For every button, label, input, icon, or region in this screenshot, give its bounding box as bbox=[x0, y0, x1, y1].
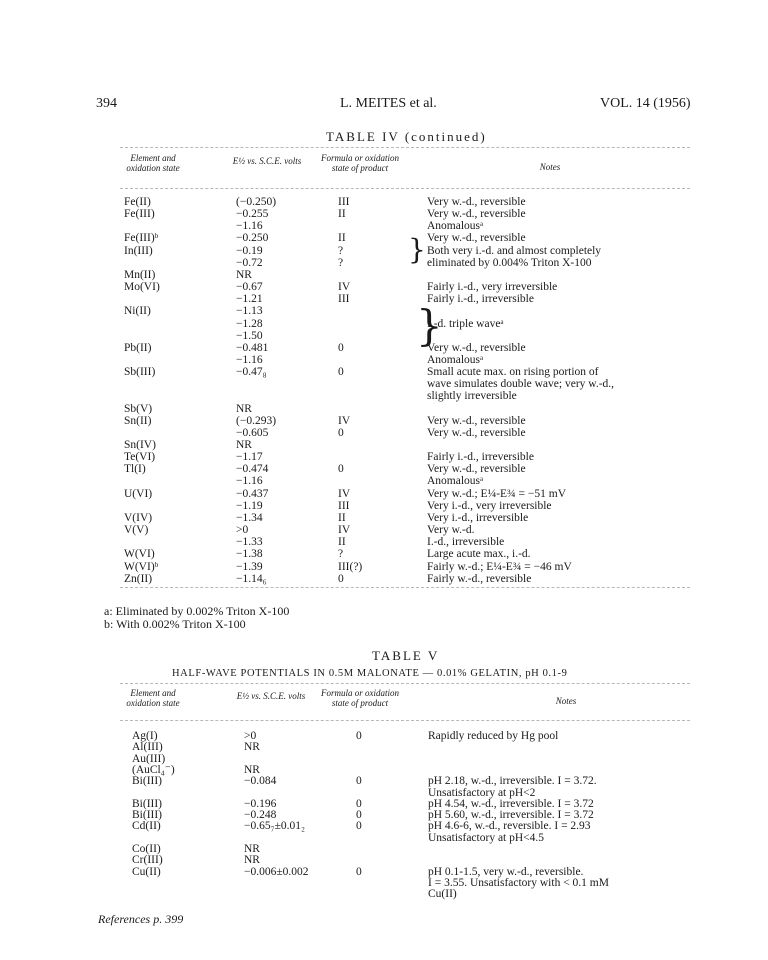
table5-cell-element: Au(III) bbox=[132, 752, 166, 765]
table4-cell-element: U(VI) bbox=[124, 487, 153, 500]
table5-cell-notes: pH 4.54, w.-d., irreversible. I = 3.72 bbox=[428, 797, 594, 810]
table4-cell-product: III bbox=[338, 196, 350, 208]
table4-cell-notes: Very i.-d., irreversible bbox=[427, 511, 529, 524]
table4-cell-product: 0 bbox=[338, 426, 344, 439]
table4-cell-element: Sn(IV) bbox=[124, 439, 156, 451]
table4-cell-element: Te(VI) bbox=[124, 451, 156, 464]
table4-cell-element: Zn(II) bbox=[124, 572, 153, 585]
table4-cell-notes: Fairly i.-d., irreversible bbox=[427, 293, 534, 306]
table4-cell-notes: Anomalousᵃ bbox=[427, 353, 484, 366]
table4-cell-notes: I.-d., irreversible bbox=[427, 536, 505, 549]
table4-cell-e: −1.33 bbox=[236, 536, 263, 549]
table5-cell-product: 0 bbox=[356, 809, 362, 822]
table4-cell-product: IV bbox=[338, 487, 351, 500]
table5-subcaption: HALF-WAVE POTENTIALS IN 0.5M MALONATE — 0.01% GELATIN, pH 0.1-9 bbox=[172, 668, 568, 679]
table4-cell-e: −1.16 bbox=[236, 220, 263, 233]
table4-cell-product: ? bbox=[338, 256, 344, 269]
table4-cell-product: III bbox=[338, 293, 350, 306]
table4-cell-notes: Very w.-d., reversible bbox=[427, 463, 526, 476]
table4-cell-notes: Both very i.-d. and almost completely bbox=[427, 244, 602, 257]
table4-col-e-half: E½ vs. S.C.E. volts bbox=[232, 156, 302, 166]
table5-cell-element: Bi(III) bbox=[132, 775, 163, 788]
table4-cell-e: >0 bbox=[236, 524, 249, 537]
table4-cell-e: −0.437 bbox=[236, 487, 269, 500]
table5-caption: TABLE V bbox=[372, 648, 440, 663]
table4-cell-e: −0.19 bbox=[236, 244, 263, 257]
table4-cell-product: III(?) bbox=[338, 560, 363, 573]
table5-cell-notes: Cu(II) bbox=[428, 888, 457, 901]
table4-cell-e: −1.21 bbox=[236, 293, 263, 306]
table5-cell-e: −0.006±0.002 bbox=[244, 865, 309, 878]
table4-header-rule bbox=[120, 188, 690, 189]
table5-cell-product: 0 bbox=[356, 730, 362, 742]
table4-cell-e: (−0.293) bbox=[236, 414, 277, 427]
table4-cell-element: In(III) bbox=[124, 244, 153, 257]
table4-cell-product: IV bbox=[338, 524, 351, 537]
table4-cell-element: Fe(II) bbox=[124, 196, 151, 208]
table5-col-e-half: E½ vs. S.C.E. volts bbox=[236, 691, 306, 701]
table4-cell-e: −1.38 bbox=[236, 548, 263, 561]
table4-cell-element: V(V) bbox=[124, 524, 149, 537]
table4-cell-element: Mo(VI) bbox=[124, 281, 160, 294]
table4-cell-e: −1.50 bbox=[236, 329, 263, 342]
table4-cell-product: IV bbox=[338, 414, 351, 427]
table5-cell-notes: pH 4.6-6, w.-d., reversible. I = 2.93 bbox=[428, 820, 591, 833]
table4-cell-element: Ni(II) bbox=[124, 305, 151, 318]
table5-cell-e: NR bbox=[244, 763, 260, 776]
table4-cell-e: −0.481 bbox=[236, 341, 269, 354]
table5-col-notes: Notes bbox=[555, 696, 577, 706]
table5-top-rule bbox=[120, 683, 690, 684]
table4-cell-e: −0.47₈ bbox=[236, 366, 267, 379]
table4-cell-element: Fe(III)ᵇ bbox=[124, 232, 159, 245]
table4-cell-notes: Very w.-d., reversible bbox=[427, 414, 526, 427]
table4-cell-notes: Fairly i.-d., very irreversible bbox=[427, 281, 558, 294]
table4-cell-product: III bbox=[338, 499, 350, 512]
table4-cell-notes: Fairly w.-d.; E¼-E¾ = −46 mV bbox=[427, 560, 572, 573]
table5-cell-e: −0.196 bbox=[244, 797, 277, 810]
table4-cell-e: −0.605 bbox=[236, 426, 269, 439]
table4-cell-e: −1.14₆ bbox=[236, 572, 267, 585]
table4-cell-element: W(VI)ᵇ bbox=[124, 560, 159, 573]
table4-cell-notes: Very w.-d., reversible bbox=[427, 341, 526, 354]
table4-cell-e: −0.67 bbox=[236, 281, 263, 294]
footnote-b: b: With 0.002% Triton X-100 bbox=[104, 617, 246, 631]
table5-col-element: Element and oxidation state bbox=[126, 688, 180, 708]
table4-cell-product: 0 bbox=[338, 463, 344, 476]
table4-cell-product: II bbox=[338, 208, 346, 221]
table4-cell-notes: I.-d. triple waveᵃ bbox=[427, 317, 504, 330]
table5-cell-product: 0 bbox=[356, 865, 362, 878]
table5-cell-element: Cu(II) bbox=[132, 865, 161, 878]
table5-cell-e: −0.084 bbox=[244, 775, 277, 788]
table4-cell-notes: eliminated by 0.004% Triton X-100 bbox=[427, 256, 592, 269]
table5-cell-element: Cr(III) bbox=[132, 854, 163, 867]
table4-cell-notes: Anomalousᵃ bbox=[427, 475, 484, 488]
table4-cell-notes: Large acute max., i.-d. bbox=[427, 548, 531, 561]
table5-col-product: Formula or oxidation state of product bbox=[321, 688, 399, 708]
table5-cell-e: NR bbox=[244, 843, 260, 855]
table4-cell-product: II bbox=[338, 511, 346, 524]
table5-cell-notes: pH 5.60, w.-d., irreversible. I = 3.72 bbox=[428, 809, 594, 822]
table4-cell-e: NR bbox=[236, 268, 252, 281]
table4-cell-notes: Very w.-d., reversible bbox=[427, 426, 526, 439]
table5-cell-e: −0.65₇±0.01₂ bbox=[244, 820, 306, 833]
table4-cell-e: −1.19 bbox=[236, 499, 263, 512]
volume-label: VOL. 14 (1956) bbox=[600, 96, 691, 111]
table4-cell-notes: Very w.-d., reversible bbox=[427, 232, 526, 245]
table5-cell-notes: Unsatisfactory at pH<4.5 bbox=[428, 831, 545, 844]
table4-cell-e: −0.474 bbox=[236, 463, 269, 476]
table4-cell-element: Sb(III) bbox=[124, 366, 156, 379]
table4-cell-e: −1.34 bbox=[236, 511, 263, 524]
table4-cell-product: ? bbox=[338, 548, 344, 561]
table4-cell-e: NR bbox=[236, 402, 252, 415]
table4-cell-notes: Anomalousᵃ bbox=[427, 220, 484, 233]
table4-cell-element: Tl(I) bbox=[124, 463, 146, 476]
table4-cell-element: Pb(II) bbox=[124, 341, 152, 354]
table4-caption: TABLE IV (continued) bbox=[326, 129, 487, 144]
table5-cell-notes: I = 3.55. Unsatisfactory with < 0.1 mM bbox=[428, 876, 609, 889]
table4-cell-e: (−0.250) bbox=[236, 196, 277, 208]
table4-top-rule bbox=[120, 147, 690, 148]
table5-cell-element: Ag(I) bbox=[132, 730, 158, 742]
table4-cell-product: II bbox=[338, 232, 346, 245]
table4-cell-element: Fe(III) bbox=[124, 208, 155, 221]
table4-col-product: Formula or oxidation state of product bbox=[321, 153, 399, 173]
table4-cell-e: −0.72 bbox=[236, 256, 263, 269]
table4-cell-product: ? bbox=[338, 244, 344, 257]
table5-cell-e: −0.248 bbox=[244, 809, 277, 822]
table4-cell-element: Sn(II) bbox=[124, 414, 152, 427]
page-number: 394 bbox=[96, 96, 117, 111]
table5-cell-e: >0 bbox=[244, 730, 257, 742]
table4-cell-product: 0 bbox=[338, 572, 344, 585]
table5-cell-product: 0 bbox=[356, 820, 362, 833]
table4-cell-e: −1.16 bbox=[236, 353, 263, 366]
table4-bottom-rule bbox=[120, 587, 690, 588]
table4-cell-notes: Very w.-d.; E¼-E¾ = −51 mV bbox=[427, 487, 567, 500]
running-title: L. MEITES et al. bbox=[340, 96, 437, 111]
table5-header-rule bbox=[120, 720, 690, 721]
table5-cell-product: 0 bbox=[356, 775, 362, 788]
table4-cell-e: −1.17 bbox=[236, 451, 263, 464]
table4-col-element: Element and oxidation state bbox=[126, 153, 180, 173]
table4-cell-product: II bbox=[338, 536, 346, 549]
footnote-a: a: Eliminated by 0.002% Triton X-100 bbox=[104, 604, 290, 618]
table5-cell-notes: pH 2.18, w.-d., irreversible. I = 3.72. bbox=[428, 775, 597, 788]
table5-cell-element: (AuCl₄⁻) bbox=[132, 763, 175, 776]
table4-cell-element: V(IV) bbox=[124, 511, 153, 524]
table4-cell-product: 0 bbox=[338, 341, 344, 354]
table5-cell-element: Bi(III) bbox=[132, 809, 163, 822]
table4-cell-element: Mn(II) bbox=[124, 268, 156, 281]
table4-cell-notes: wave simulates double wave; very w.-d., bbox=[427, 378, 615, 391]
references-note: References p. 399 bbox=[98, 912, 184, 926]
table4-cell-product: IV bbox=[338, 281, 351, 294]
table4-cell-e: −1.16 bbox=[236, 475, 263, 488]
table4-cell-notes: slightly irreversible bbox=[427, 390, 517, 403]
table5-cell-element: Co(II) bbox=[132, 843, 161, 855]
table5-cell-notes: pH 0.1-1.5, very w.-d., reversible. bbox=[428, 865, 584, 878]
table4-cell-e: −0.250 bbox=[236, 232, 269, 245]
table4-cell-element: W(VI) bbox=[124, 548, 155, 561]
table4-cell-e: NR bbox=[236, 439, 252, 451]
table4-cell-product: 0 bbox=[338, 366, 344, 379]
table4-cell-notes: Very w.-d., reversible bbox=[427, 208, 526, 221]
brace-in-iii: } bbox=[408, 233, 426, 266]
table5-cell-notes: Rapidly reduced by Hg pool bbox=[428, 730, 559, 742]
table5-cell-element: Bi(III) bbox=[132, 797, 163, 810]
table4-col-notes: Notes bbox=[539, 162, 561, 172]
table5-cell-element: Cd(II) bbox=[132, 820, 161, 833]
table4-cell-e: −0.255 bbox=[236, 208, 269, 221]
table5-cell-product: 0 bbox=[356, 797, 362, 810]
table4-cell-e: −1.28 bbox=[236, 317, 263, 330]
table4-cell-notes: Very i.-d., very irreversible bbox=[427, 499, 552, 512]
brace-ni-ii: } bbox=[416, 301, 443, 350]
table4-cell-notes: Very w.-d. bbox=[427, 524, 475, 537]
table4-cell-element: Sb(V) bbox=[124, 402, 153, 415]
table5-cell-e: NR bbox=[244, 854, 260, 867]
table5-cell-e: NR bbox=[244, 741, 260, 754]
table5-cell-notes: Unsatisfactory at pH<2 bbox=[428, 786, 536, 799]
table4-cell-e: −1.39 bbox=[236, 560, 263, 573]
table4-cell-e: −1.13 bbox=[236, 305, 263, 318]
table4-cell-notes: Fairly i.-d., irreversible bbox=[427, 451, 534, 464]
table4-cell-notes: Fairly w.-d., reversible bbox=[427, 572, 532, 585]
table4-cell-notes: Very w.-d., reversible bbox=[427, 196, 526, 208]
table5-cell-element: Al(III) bbox=[132, 741, 163, 754]
table4-cell-notes: Small acute max. on rising portion of bbox=[427, 366, 599, 379]
